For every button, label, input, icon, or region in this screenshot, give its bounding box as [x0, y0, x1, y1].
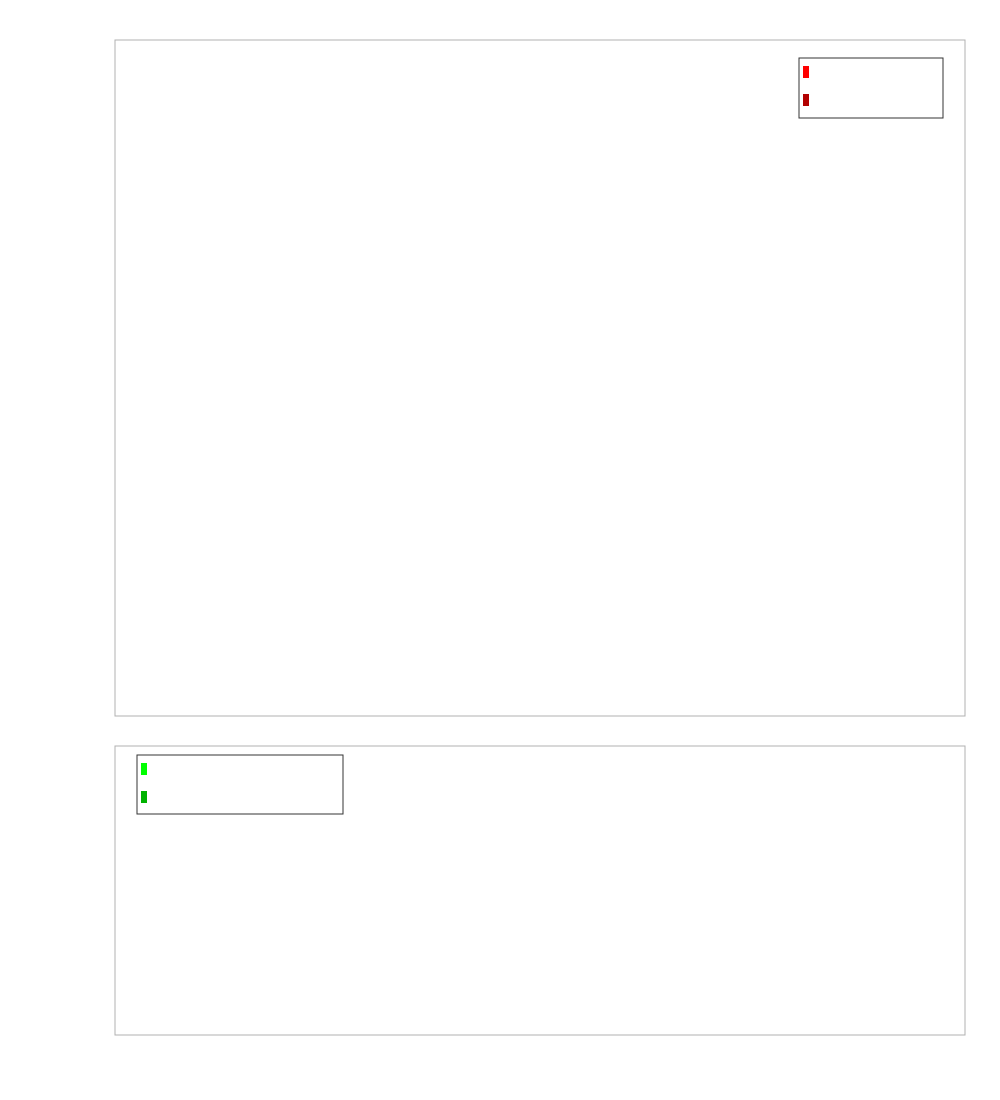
bottom-legend	[137, 755, 343, 814]
bottom-panel	[115, 746, 965, 1035]
legend-swatch-available	[141, 763, 147, 775]
legend-swatch-participation	[803, 66, 809, 78]
top-legend	[799, 58, 943, 118]
top-legend-box	[799, 58, 943, 118]
legend-swatch-utilized	[141, 791, 147, 803]
top-panel	[115, 40, 965, 716]
legend-swatch-nucleation	[803, 94, 809, 106]
top-plot-area	[115, 40, 965, 716]
bottom-legend-box	[137, 755, 343, 814]
